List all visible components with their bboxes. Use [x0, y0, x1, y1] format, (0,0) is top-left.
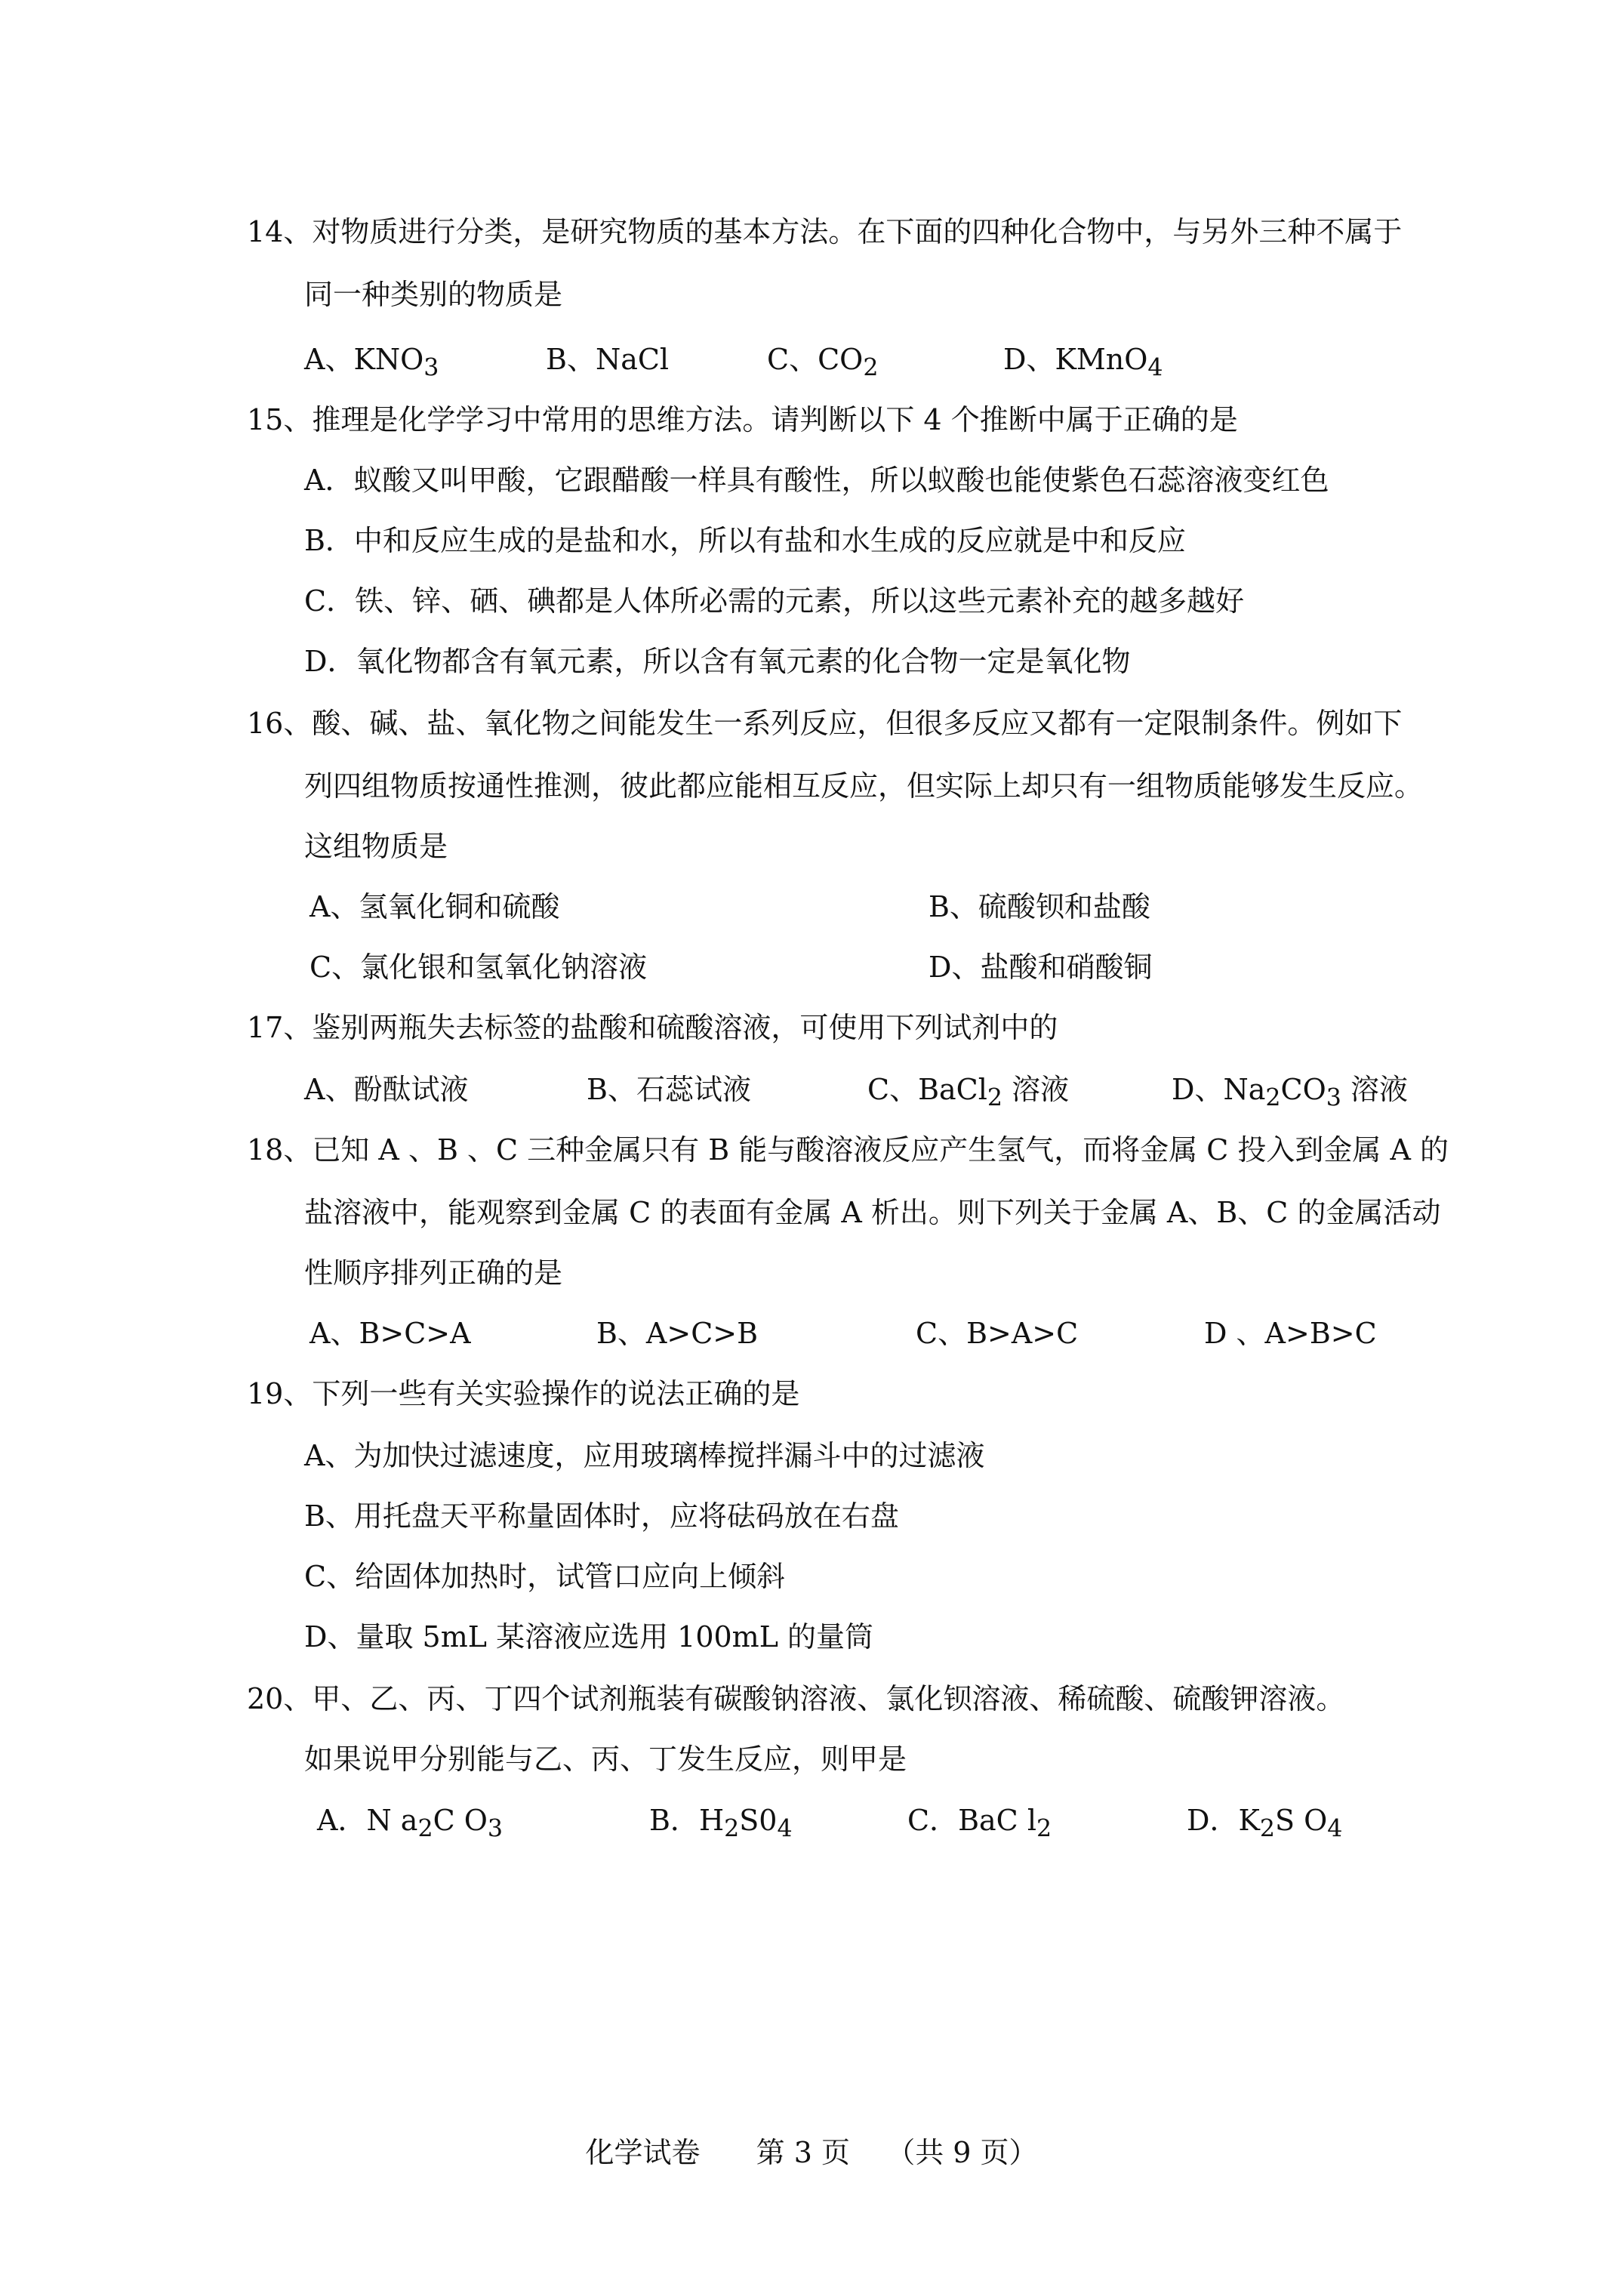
option-text: H: [698, 1804, 725, 1837]
footer-subject: 化学试卷: [585, 2136, 701, 2169]
question-14-stem-line-1: 14、对物质进行分类，是研究物质的基本方法。在下面的四种化合物中，与另外三种不属于: [247, 215, 1403, 248]
option-letter: C、: [867, 1073, 919, 1106]
question-16-option-a[interactable]: A、氢氧化铜和硫酸: [310, 890, 560, 923]
option-text: S O: [1275, 1804, 1328, 1837]
option-subscript: 2: [1259, 1815, 1276, 1843]
option-subscript: 4: [1147, 354, 1163, 382]
option-letter: D．: [1187, 1804, 1239, 1837]
question-15-option-b[interactable]: B．中和反应生成的是盐和水，所以有盐和水生成的反应就是中和反应: [304, 524, 1186, 557]
option-suffix: 溶液: [1341, 1073, 1409, 1106]
question-15-option-d[interactable]: D．氧化物都含有氧元素，所以含有氧元素的化合物一定是氧化物: [304, 645, 1131, 678]
option-subscript: 2: [417, 1815, 433, 1843]
question-19-option-b[interactable]: B、用托盘天平称量固体时，应将砝码放在右盘: [304, 1499, 899, 1533]
question-14-option-b[interactable]: [546, 341, 669, 378]
question-20-option-c[interactable]: [907, 1801, 1052, 1848]
option-letter: C．: [907, 1804, 959, 1837]
option-text: K: [1238, 1804, 1260, 1837]
option-letter: B．: [649, 1804, 699, 1837]
question-17-stem: 17、鉴别两瓶失去标签的盐酸和硫酸溶液，可使用下列试剂中的: [247, 1011, 1058, 1044]
question-19-option-a[interactable]: A、为加快过滤速度，应用玻璃棒搅拌漏斗中的过滤液: [304, 1439, 985, 1472]
option-text: CO: [818, 343, 864, 376]
question-17-option-a[interactable]: [304, 1071, 468, 1108]
question-15-stem: 15、推理是化学学习中常用的思维方法。请判断以下 4 个推断中属于正确的是: [247, 403, 1238, 436]
question-16-stem-line-1: 16、酸、碱、盐、氧化物之间能发生一系列反应，但很多反应又都有一定限制条件。例如下: [247, 707, 1403, 740]
option-text: CO: [1280, 1073, 1326, 1106]
question-18-option-c[interactable]: C、B>A>C: [916, 1317, 1079, 1350]
option-letter: A、: [304, 343, 354, 376]
option-subscript: 2: [1265, 1084, 1281, 1112]
option-letter: B、: [546, 343, 596, 376]
question-14-option-d[interactable]: [1003, 341, 1163, 387]
question-20-option-a[interactable]: [317, 1801, 503, 1848]
option-text: BaC l: [958, 1804, 1036, 1837]
option-subscript: 2: [724, 1815, 740, 1843]
question-15-option-c[interactable]: C．铁、锌、硒、碘都是人体所必需的元素，所以这些元素补充的越多越好: [304, 584, 1245, 618]
question-20-option-d[interactable]: [1187, 1801, 1342, 1848]
option-text: 酚酞试液: [353, 1073, 469, 1106]
option-subscript: 3: [487, 1815, 504, 1843]
question-18-option-a[interactable]: A、B>C>A: [310, 1317, 471, 1350]
option-letter: C、: [767, 343, 818, 376]
option-subscript: 3: [1326, 1084, 1341, 1112]
question-16-option-d[interactable]: D、盐酸和硝酸铜: [929, 951, 1153, 984]
question-18-stem-line-2: 盐溶液中，能观察到金属 C 的表面有金属 A 析出。则下列关于金属 A、B、C 的金属活动: [304, 1196, 1441, 1229]
option-subscript: 2: [1036, 1815, 1052, 1843]
question-19-option-d[interactable]: D、量取 5mL 某溶液应选用 100mL 的量筒: [304, 1620, 874, 1653]
option-subscript: 3: [423, 354, 439, 382]
question-16-option-c[interactable]: C、氯化银和氢氧化钠溶液: [310, 951, 648, 984]
footer-page-number: 第 3 页: [756, 2136, 850, 2169]
option-text: KNO: [353, 343, 424, 376]
footer-total-pages: （共 9 页）: [886, 2136, 1038, 2169]
option-text: 石蕊试液: [636, 1073, 751, 1106]
option-subscript: 4: [1327, 1815, 1343, 1843]
question-20-option-b[interactable]: [649, 1801, 793, 1848]
option-letter: B、: [587, 1073, 636, 1106]
option-subscript: 4: [777, 1815, 793, 1843]
option-subscript: 2: [863, 354, 879, 382]
question-14-option-c[interactable]: [767, 341, 878, 387]
option-text: C O: [433, 1804, 488, 1837]
option-text: S0: [739, 1804, 778, 1837]
question-17-option-b[interactable]: [587, 1071, 751, 1108]
question-17-option-c[interactable]: [867, 1071, 1069, 1117]
question-18-stem-line-3: 性顺序排列正确的是: [304, 1256, 563, 1290]
option-text: N a: [366, 1804, 418, 1837]
option-text: NaCl: [595, 343, 670, 376]
option-text: BaCl: [918, 1073, 987, 1106]
option-subscript: 2: [987, 1084, 1003, 1112]
option-letter: D、: [1172, 1073, 1224, 1106]
option-text: KMnO: [1055, 343, 1148, 376]
option-suffix: 溶液: [1002, 1073, 1070, 1106]
question-19-stem: 19、下列一些有关实验操作的说法正确的是: [247, 1377, 800, 1410]
page-footer: [0, 2134, 1623, 2171]
question-16-option-b[interactable]: B、硫酸钡和盐酸: [929, 890, 1150, 923]
option-text: Na: [1223, 1073, 1266, 1106]
question-18-option-b[interactable]: B、A>C>B: [596, 1317, 759, 1350]
question-14-stem-line-2: 同一种类别的物质是: [304, 278, 563, 311]
question-17-option-d[interactable]: [1172, 1071, 1408, 1117]
option-letter: A、: [304, 1073, 354, 1106]
question-16-stem-line-2: 列四组物质按通性推测，彼此都应能相互反应，但实际上却只有一组物质能够发生反应。: [304, 769, 1424, 803]
question-20-stem-line-2: 如果说甲分别能与乙、丙、丁发生反应，则甲是: [304, 1743, 907, 1776]
question-14-option-a[interactable]: [304, 341, 439, 387]
question-18-stem-line-1: 18、已知 A 、B 、C 三种金属只有 B 能与酸溶液反应产生氢气，而将金属 C 投入到金属 A 的: [247, 1133, 1449, 1166]
question-18-option-d[interactable]: D 、A>B>C: [1204, 1317, 1377, 1350]
question-16-stem-line-3: 这组物质是: [304, 830, 448, 863]
option-letter: A．: [317, 1804, 367, 1837]
question-15-option-a[interactable]: A．蚁酸又叫甲酸，它跟醋酸一样具有酸性，所以蚁酸也能使紫色石蕊溶液变红色: [304, 464, 1329, 497]
question-19-option-c[interactable]: C、给固体加热时，试管口应向上倾斜: [304, 1560, 786, 1593]
option-letter: D、: [1003, 343, 1055, 376]
question-20-stem-line-1: 20、甲、乙、丙、丁四个试剂瓶装有碳酸钠溶液、氯化钡溶液、稀硫酸、硫酸钾溶液。: [247, 1682, 1345, 1715]
